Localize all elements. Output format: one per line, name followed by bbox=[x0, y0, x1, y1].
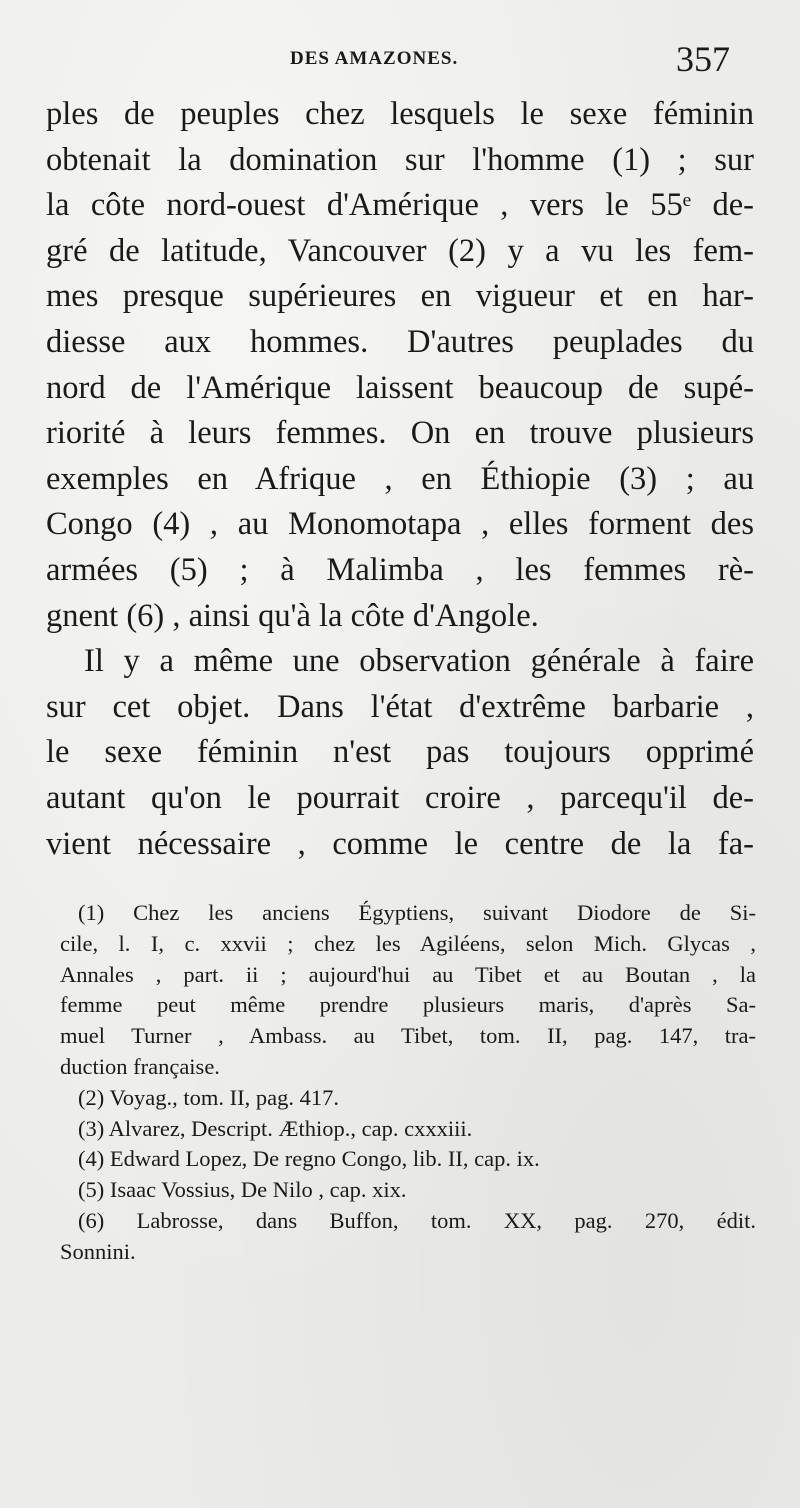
text-line: gnent (6) , ainsi qu'à la côte d'Angole. bbox=[46, 597, 539, 634]
footnote-line: (1) Chez les anciens Égyptiens, suivant Diodore de Si- bbox=[78, 900, 756, 925]
text-line: riorité à leurs femmes. On en trouve plusieurs bbox=[46, 415, 754, 452]
footnote-line: duction française. bbox=[60, 1053, 220, 1079]
page-number: 357 bbox=[676, 39, 730, 79]
text-line: sur cet objet. Dans l'état d'extrême barbarie , bbox=[46, 688, 754, 725]
text-line: diesse aux hommes. D'autres peuplades du bbox=[46, 323, 754, 360]
paragraph-start-line: Il y a même une observation générale à faire bbox=[84, 643, 754, 680]
footnote-line: cile, l. I, c. xxvii ; chez les Agiléens, selon Mich. Glycas , bbox=[60, 930, 756, 956]
footnote-line: Sonnini. bbox=[60, 1238, 136, 1264]
footnote-line: (4) Edward Lopez, De regno Congo, lib. II, cap. ix. bbox=[78, 1146, 540, 1172]
footnote-line: (5) Isaac Vossius, De Nilo , cap. xix. bbox=[78, 1177, 407, 1203]
text-line: vient nécessaire , comme le centre de la fa- bbox=[46, 825, 754, 862]
footnotes bbox=[60, 898, 756, 1268]
text-line: mes presque supérieures en vigueur et en har- bbox=[46, 278, 754, 315]
footnote-line: Annales , part. ii ; aujourd'hui au Tibet et au Boutan , la bbox=[60, 961, 756, 987]
text-line: gré de latitude, Vancouver (2) y a vu les fem- bbox=[46, 232, 754, 269]
footnote-line: muel Turner , Ambass. au Tibet, tom. II, pag. 147, tra- bbox=[60, 1023, 756, 1049]
text-line: la côte nord-ouest d'Amérique , vers le 55ᵉ de- bbox=[46, 187, 754, 224]
running-head bbox=[0, 38, 800, 84]
text-line: nord de l'Amérique laissent beaucoup de supé- bbox=[46, 369, 754, 406]
running-head-title: DES AMAZONES. bbox=[290, 48, 459, 69]
text-line: exemples en Afrique , en Éthiopie (3) ; au bbox=[46, 460, 754, 497]
main-text bbox=[46, 92, 754, 867]
text-line: Congo (4) , au Monomotapa , elles forment des bbox=[46, 506, 754, 543]
text-line: armées (5) ; à Malimba , les femmes rè- bbox=[46, 551, 754, 588]
text-line: le sexe féminin n'est pas toujours opprimé bbox=[46, 734, 754, 771]
footnote-line: (6) Labrosse, dans Buffon, tom. XX, pag. 270, édit. bbox=[78, 1207, 756, 1233]
text-line: autant qu'on le pourrait croire , parcequ'il de- bbox=[46, 779, 754, 816]
text-line: ples de peuples chez lesquels le sexe féminin bbox=[46, 96, 754, 132]
footnote-line: femme peut même prendre plusieurs maris, d'après Sa- bbox=[60, 992, 756, 1018]
text-line: obtenait la domination sur l'homme (1) ; sur bbox=[46, 141, 754, 178]
footnote-line: (3) Alvarez, Descript. Æthiop., cap. cxxxiii. bbox=[78, 1115, 473, 1141]
footnote-line: (2) Voyag., tom. II, pag. 417. bbox=[78, 1084, 340, 1110]
